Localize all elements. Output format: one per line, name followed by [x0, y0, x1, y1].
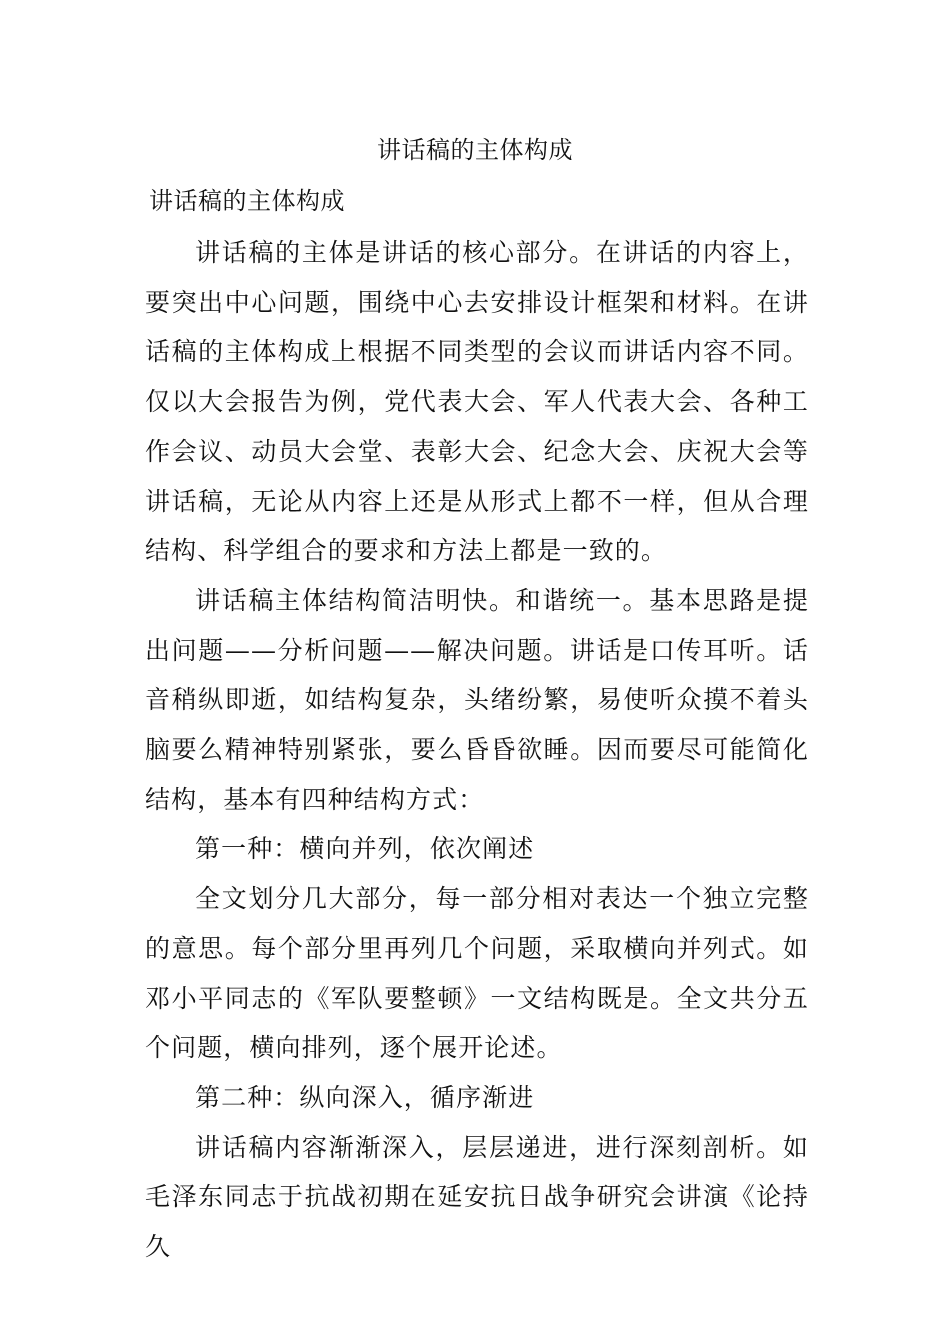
paragraph-structure: 讲话稿主体结构简洁明快。和谐统一。基本思路是提出问题——分析问题——解决问题。讲话是口传耳听。话音稍纵即逝，如结构复杂，头绪纷繁，易使听众摸不着头脑要么精神特别紧张，要么昏昏欲睡。因而要尽可能简化结构，基本有四种结构方式：	[145, 585, 809, 814]
paragraph-method-two: 讲话稿内容渐渐深入，层层递进，进行深刻剖析。如毛泽东同志于抗战初期在延安抗日战争研究会讲演《论持久	[145, 1132, 809, 1262]
document-body	[145, 228, 809, 1272]
heading-method-two: 第二种：纵向深入，循序渐进	[195, 1082, 535, 1112]
document-title: 讲话稿的主体构成	[377, 136, 573, 164]
heading-method-one: 第一种：横向并列，依次阐述	[195, 834, 535, 864]
document-subtitle: 讲话稿的主体构成	[149, 187, 345, 215]
paragraph-intro: 讲话稿的主体是讲话的核心部分。在讲话的内容上，要突出中心问题，围绕中心去安排设计框架和材料。在讲话稿的主体构成上根据不同类型的会议而讲话内容不同。仅以大会报告为例，党代表大会、军人代表大会、各种工作会议、动员大会堂、表彰大会、纪念大会、庆祝大会等讲话稿，无论从内容上还是从形式上都不一样，但从合理结构、科学组合的要求和方法上都是一致的。	[145, 238, 809, 566]
paragraph-method-one: 全文划分几大部分，每一部分相对表达一个独立完整的意思。每个部分里再列几个问题，采取横向并列式。如邓小平同志的《军队要整顿》一文结构既是。全文共分五个问题，横向排列，逐个展开论述。	[145, 884, 809, 1063]
